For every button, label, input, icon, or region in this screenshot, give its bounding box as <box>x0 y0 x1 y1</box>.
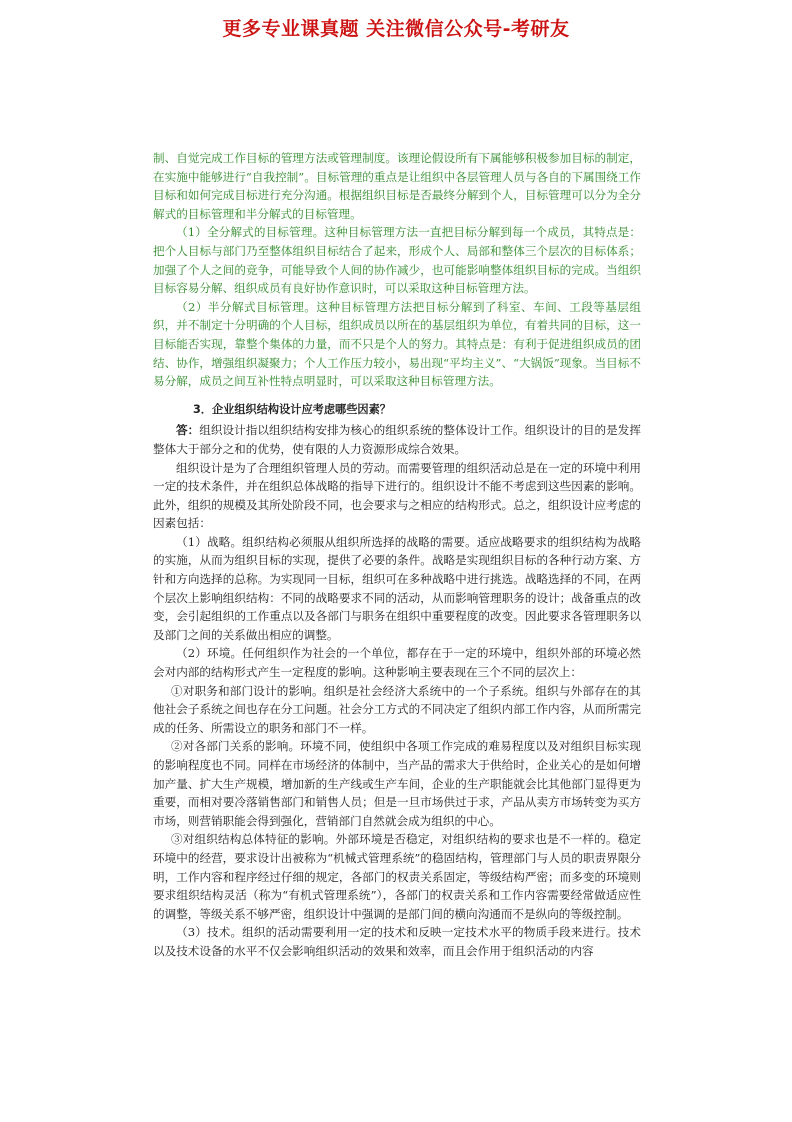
answer-label: 答： <box>176 423 200 438</box>
paragraph: ③对组织结构总体特征的影响。外部环境是否稳定，对组织结构的要求也是不一样的。稳定环境中的经营，要求设计出被称为“机械式管理系统”的稳固结构，管理部门与人员的职责界限分明，工作内容和程序经过仔细的规定，各部门的权责关系固定，等级结构严密；而多变的环境则要求组织结构灵活（称为“有机式管理系统”），各部门的权责关系和工作内容需要经常做适应性的调整，等级关系不够严密，组织设计中强调的是部门间的横向沟通而不是纵向的等级控制。 <box>153 832 641 921</box>
paragraph: 组织设计是为了合理组织管理人员的劳动。而需要管理的组织活动总是在一定的环境中利用一定的技术条件，并在组织总体战略的指导下进行的。组织设计不能不考虑到这些因素的影响。此外，组织的规模及其所处阶段不同，也会要求与之相应的结构形式。总之，组织设计应考虑的因素包括： <box>153 460 641 531</box>
paragraph: （1）全分解式的目标管理。这种目标管理方法一直把目标分解到每一个成员，其特点是：把个人目标与部门乃至整体组织目标结合了起来，形成个人、局部和整体三个层次的目标体系；加强了个人之间的竞争，可能导致个人间的协作减少，也可能影响整体组织目标的完成。当组织目标容易分解、组织成员有良好协作意识时，可以采取这种目标管理方法。 <box>153 225 641 296</box>
paragraph: （3）技术。组织的活动需要利用一定的技术和反映一定技术水平的物质手段来进行。技术以及技术设备的水平不仅会影响组织活动的效果和效率，而且会作用于组织活动的内容 <box>153 925 641 958</box>
paragraph: 制、自觉完成工作目标的管理方法或管理制度。该理论假设所有下属能够积极参加目标的制定，在实施中能够进行“自我控制”。目标管理的重点是让组织中各层管理人员与各自的下属围绕工作目标和如何完成目标进行充分沟通。根据组织目标是否最终分解到个人，目标管理可以分为全分解式的目标管理和半分解式的目标管理。 <box>153 151 641 221</box>
document-body <box>153 149 641 961</box>
paragraph: ②对各部门关系的影响。环境不同，使组织中各项工作完成的难易程度以及对组织目标实现的影响程度也不同。同样在市场经济的体制中，当产品的需求大于供给时，企业关心的是如何增加产量、扩大生产规模，增加新的生产线或生产车间，企业的生产职能就会比其他部门显得更为重要，而相对要冷落销售部门和销售人员；但是一旦市场供过于求，产品从卖方市场转变为买方市场，则营销职能会得到强化，营销部门自然就会成为组织的中心。 <box>153 739 641 828</box>
question-heading: 3．企业组织结构设计应考虑哪些因素？ <box>193 402 391 416</box>
paragraph: ①对职务和部门设计的影响。组织是社会经济大系统中的一个子系统。组织与外部存在的其他社会子系统之间也存在分工问题。社会分工方式的不同决定了组织内部工作内容，从而所需完成的任务、所需设立的职务和部门不一样。 <box>153 683 641 735</box>
paragraph: （2）半分解式目标管理。这种目标管理方法把目标分解到了科室、车间、工段等基层组织，并不制定十分明确的个人目标，组织成员以所在的基层组织为单位，有着共同的目标，这一目标能否实现，靠整个集体的力量，而不只是个人的努力。其特点是：有利于促进组织成员的团结、协作，增强组织凝聚力；个人工作压力较小，易出现“平均主义”、“大锅饭”现象。当目标不易分解，成员之间互补性特点明显时，可以采取这种目标管理方法。 <box>153 299 641 389</box>
paragraph: （1）战略。组织结构必须服从组织所选择的战略的需要。适应战略要求的组织结构为战略的实施，从而为组织目标的实现，提供了必要的条件。战略是实现组织目标的各种行动方案、方针和方向选择的总称。为实现同一目标，组织可在多种战略中进行挑选。战略选择的不同，在两个层次上影响组织结构：不同的战略要求不同的活动，从而影响管理职务的设计；战备重点的改变，会引起组织的工作重点以及各部门与职务在组织中重要程度的改变。因此要求各管理职务以及部门之间的关系做出相应的调整。 <box>153 534 641 642</box>
paragraph: （2）环境。任何组织作为社会的一个单位，都存在于一定的环境中，组织外部的环境必然会对内部的结构形式产生一定程度的影响。这种影响主要表现在三个不同的层次上： <box>153 646 641 680</box>
paragraph: 组织设计指以组织结构安排为核心的组织系统的整体设计工作。组织设计的目的是发挥整体大于部分之和的优势，使有限的人力资源形成综合效果。 <box>153 423 641 456</box>
page-header-title: 更多专业课真题 关注微信公众号-考研友 <box>222 18 570 40</box>
green-section <box>153 149 641 391</box>
